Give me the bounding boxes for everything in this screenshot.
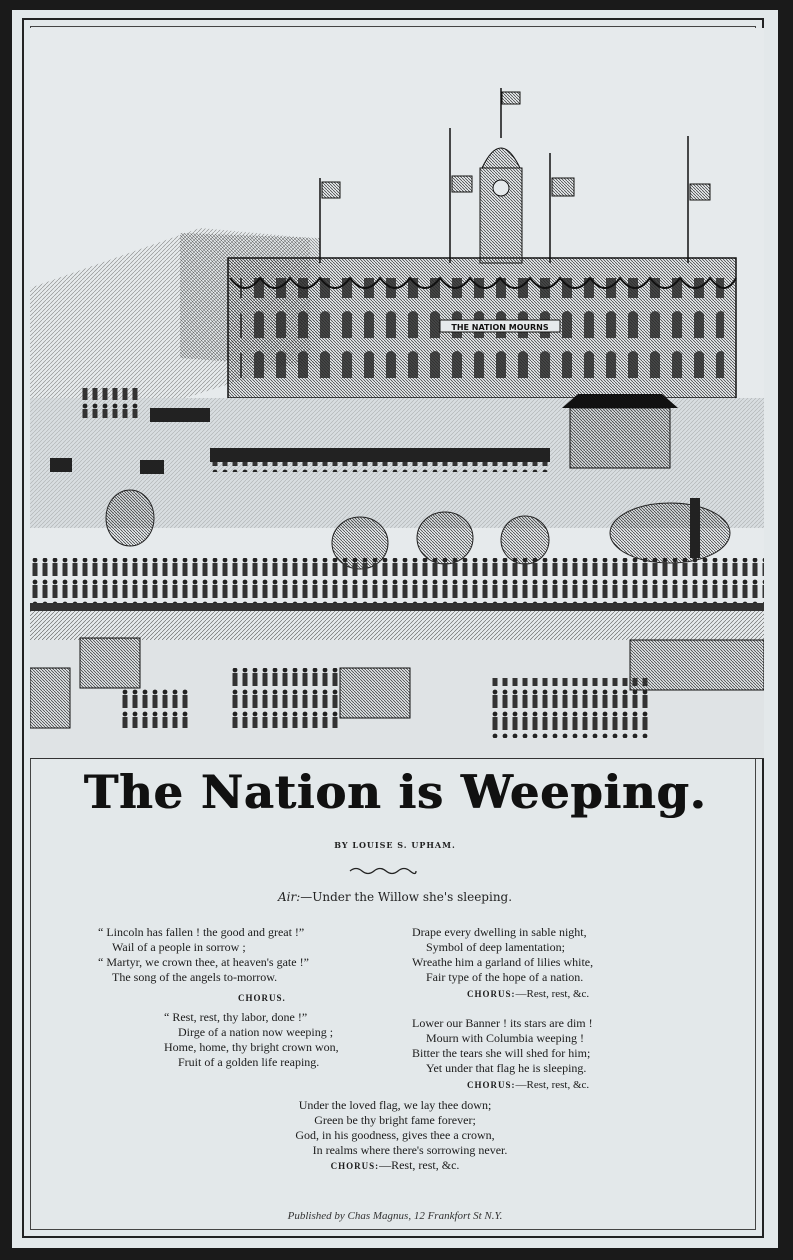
chorus-heading: CHORUS. (238, 993, 286, 1003)
verse-line: Home, home, thy bright crown won, (164, 1040, 339, 1054)
verse-line: Dirge of a nation now weeping ; (178, 1025, 334, 1039)
left-column (98, 925, 418, 1070)
chorus-refrain: CHORUS:—Rest, rest, &c. (467, 988, 590, 1000)
verse-line: The song of the angels to-morrow. (112, 970, 278, 984)
verse-2 (412, 925, 732, 1002)
verse-line: Yet under that flag he is sleeping. (426, 1061, 587, 1075)
song-sheet (12, 10, 778, 1248)
final-verse (12, 1098, 778, 1174)
verse-line: “ Lincoln has fallen ! the good and great !” (98, 925, 305, 939)
funeral-procession-engraving (30, 28, 764, 759)
verse-line: Fair type of the hope of a nation. (426, 970, 584, 984)
verse-line: In realms where there's sorrowing never. (312, 1143, 508, 1157)
tune-line (12, 890, 778, 904)
author-byline: BY LOUISE S. UPHAM. (334, 840, 456, 850)
song-title: The Nation is Weeping. (83, 765, 707, 819)
verse-line: Wail of a people in sorrow ; (112, 940, 246, 954)
tune-label: Air: (277, 890, 301, 904)
chorus-refrain: CHORUS:—Rest, rest, &c. (330, 1158, 460, 1172)
verse-line: Bitter the tears she will shed for him; (412, 1046, 591, 1060)
verse-line: God, in his goodness, gives thee a crown, (295, 1128, 495, 1142)
verse-line: “ Martyr, we crown thee, at heaven's gate !” (98, 955, 309, 969)
building-banner: THE NATION MOURNS (451, 323, 549, 332)
verse-line: “ Rest, rest, thy labor, done !” (164, 1010, 308, 1024)
wavy-ornament (348, 866, 418, 876)
verse-line: Symbol of deep lamentation; (426, 940, 565, 954)
right-column (412, 925, 732, 1107)
chorus-verse (98, 1010, 418, 1070)
verse-line: Drape every dwelling in sable night, (412, 925, 587, 939)
tune-text: —Under the Willow she's sleeping. (300, 890, 513, 904)
verse-line: Mourn with Columbia weeping ! (426, 1031, 584, 1045)
verse-line: Under the loved flag, we lay thee down; (298, 1098, 492, 1112)
verse-line: Fruit of a golden life reaping. (178, 1055, 320, 1069)
verse-1 (98, 925, 418, 985)
verse-line: Green be thy bright fame forever; (314, 1113, 476, 1127)
verse-3 (412, 1016, 732, 1093)
verse-line: Wreathe him a garland of lilies white, (412, 955, 594, 969)
chorus-refrain: CHORUS:—Rest, rest, &c. (467, 1079, 590, 1091)
verse-line: Lower our Banner ! its stars are dim ! (412, 1016, 593, 1030)
publisher-imprint: Published by Chas Magnus, 12 Frankfort St N.Y. (287, 1210, 503, 1222)
